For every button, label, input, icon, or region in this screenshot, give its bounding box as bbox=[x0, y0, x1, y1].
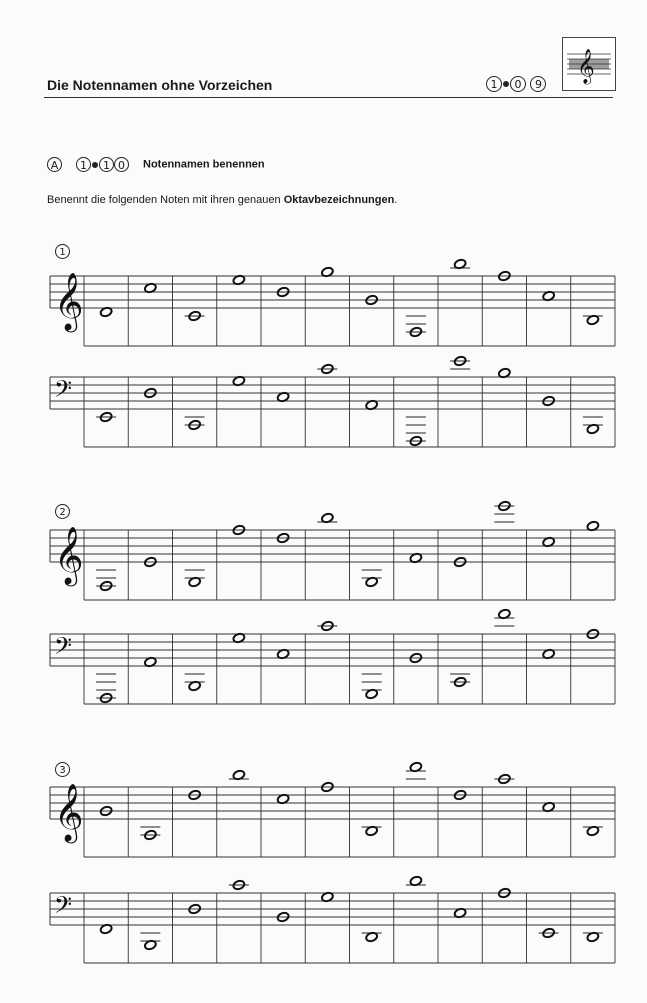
section-digit-2: 1 bbox=[99, 157, 114, 172]
treble-clef-icon: 𝄞 bbox=[54, 783, 84, 841]
chapter-digit-3: 9 bbox=[530, 76, 546, 92]
section-title: Notennamen benennen bbox=[143, 158, 265, 171]
treble-staff-3 bbox=[50, 761, 615, 857]
instruction-text-before: Benennt die folgenden Noten mit ihren genauen bbox=[47, 194, 284, 206]
treble-clef-icon: 𝄞 bbox=[54, 526, 84, 584]
section-digit-1: 1 bbox=[76, 157, 91, 172]
svg-text:𝄞: 𝄞 bbox=[577, 49, 595, 84]
instruction-bold-term: Oktavbezeichnungen bbox=[283, 194, 395, 206]
exercise-number-badge: 3 bbox=[55, 762, 70, 777]
bass-clef-icon: 𝄢 bbox=[54, 891, 73, 924]
section-letter-badge: A bbox=[47, 157, 62, 172]
treble-clef-icon: 𝄞 bbox=[54, 272, 84, 330]
section-digit-3: 0 bbox=[114, 157, 129, 172]
bass-clef-icon: 𝄢 bbox=[54, 632, 73, 665]
exercise-number-badge: 1 bbox=[55, 244, 70, 259]
bass-staff-1 bbox=[50, 355, 615, 447]
bass-staff-2 bbox=[50, 608, 615, 704]
instruction-text-after: . bbox=[394, 194, 398, 206]
page-title: Die Notennamen ohne Vorzeichen bbox=[47, 77, 273, 93]
exercise-number-badge: 2 bbox=[55, 504, 70, 519]
chapter-digit-2: 0 bbox=[510, 76, 526, 92]
treble-staff-1 bbox=[50, 258, 615, 346]
chapter-digit-1: 1 bbox=[486, 76, 502, 92]
bass-staff-3 bbox=[50, 875, 615, 963]
treble-staff-2 bbox=[50, 500, 615, 600]
bass-clef-icon: 𝄢 bbox=[54, 375, 73, 408]
